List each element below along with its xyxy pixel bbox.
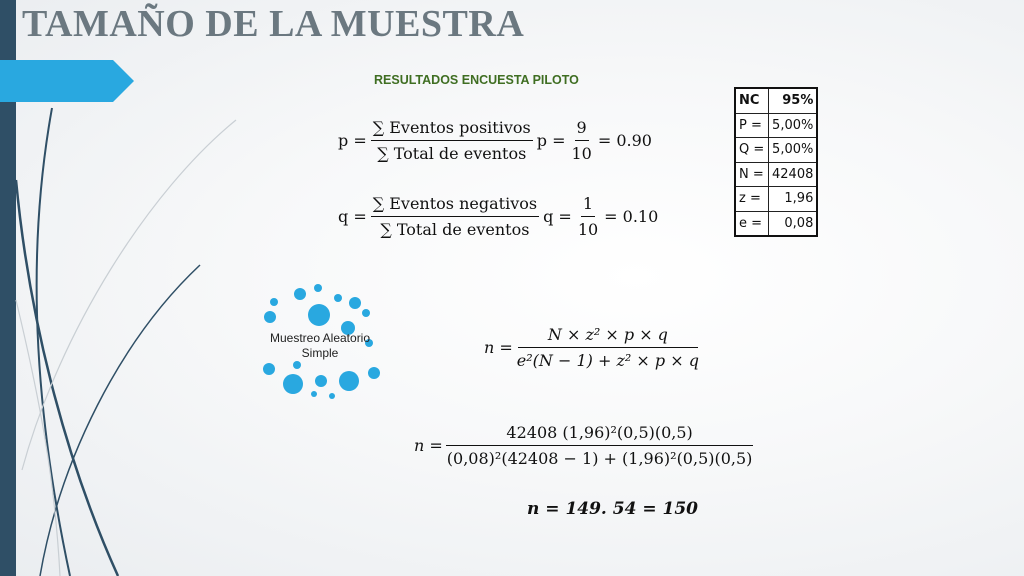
table-row: [735, 187, 817, 212]
table-row: [735, 211, 817, 236]
formula-p-lhs2: p =: [536, 131, 566, 150]
formula-n-values-denominator: (0,08)²(42408 − 1) + (1,96)²(0,5)(0,5): [446, 449, 753, 468]
formula-n-general-denominator: e²(N − 1) + z² × p × q: [516, 351, 699, 370]
table-cell-value: 5,00%: [769, 138, 818, 163]
formula-q-lhs2: q =: [543, 207, 572, 226]
formula-q-value-denominator: 10: [577, 220, 599, 239]
formula-p: [338, 118, 652, 163]
formula-n-general: [484, 325, 705, 370]
formula-n-values-lhs: n =: [414, 436, 443, 455]
formula-p-value-denominator: 10: [571, 144, 592, 163]
formula-p-value-numerator: 9: [575, 118, 589, 141]
table-cell-key: NC: [735, 88, 769, 113]
formula-q-result: = 0.10: [604, 207, 659, 226]
formula-n-general-lhs: n =: [484, 338, 513, 357]
slide-title: TAMAÑO DE LA MUESTRA: [22, 3, 525, 45]
table-cell-value: 1,96: [769, 187, 818, 212]
table-cell-key: e =: [735, 211, 769, 236]
table-row: [735, 113, 817, 138]
formula-p-fraction: [371, 118, 533, 163]
table-cell-value: 95%: [769, 88, 818, 113]
table-cell-key: P =: [735, 113, 769, 138]
final-result: n = 149. 54 = 150: [527, 499, 698, 519]
table-row: [735, 138, 817, 163]
parameters-table: [734, 87, 818, 237]
formula-n-values-fraction: [445, 423, 755, 468]
formula-q-fraction: [371, 194, 539, 239]
formula-p-value-fraction: [569, 118, 593, 163]
formula-q-value-fraction: [576, 194, 600, 239]
sampling-label: [262, 331, 378, 361]
formula-q: [338, 194, 658, 239]
formula-p-lhs: p =: [338, 131, 367, 150]
table-cell-value: 42408: [769, 162, 818, 187]
formula-p-numerator: ∑ Eventos positivos: [371, 118, 533, 141]
table-row: [735, 162, 817, 187]
table-cell-key: N =: [735, 162, 769, 187]
formula-p-denominator: ∑ Total de eventos: [377, 144, 527, 163]
formula-n-general-numerator: N × z² × p × q: [518, 325, 698, 348]
table-cell-key: z =: [735, 187, 769, 212]
table-cell-value: 5,00%: [769, 113, 818, 138]
formula-n-values-numerator: 42408 (1,96)²(0,5)(0,5): [446, 423, 752, 446]
formula-p-result: = 0.90: [597, 131, 652, 150]
formula-n-general-fraction: [515, 325, 701, 370]
table-cell-value: 0,08: [769, 211, 818, 236]
formula-q-lhs: q =: [338, 207, 367, 226]
formula-q-numerator: ∑ Eventos negativos: [371, 194, 539, 217]
table-cell-key: Q =: [735, 138, 769, 163]
formula-n-values: [414, 423, 758, 468]
table-header-row: [735, 88, 817, 113]
arrow-tab: [0, 60, 134, 102]
sampling-label-line2: Simple: [301, 346, 339, 360]
formula-q-denominator: ∑ Total de eventos: [380, 220, 530, 239]
sampling-label-line1: Muestreo Aleatorio: [269, 331, 371, 345]
slide-subtitle: RESULTADOS ENCUESTA PILOTO: [374, 73, 579, 87]
formula-q-value-numerator: 1: [581, 194, 595, 217]
